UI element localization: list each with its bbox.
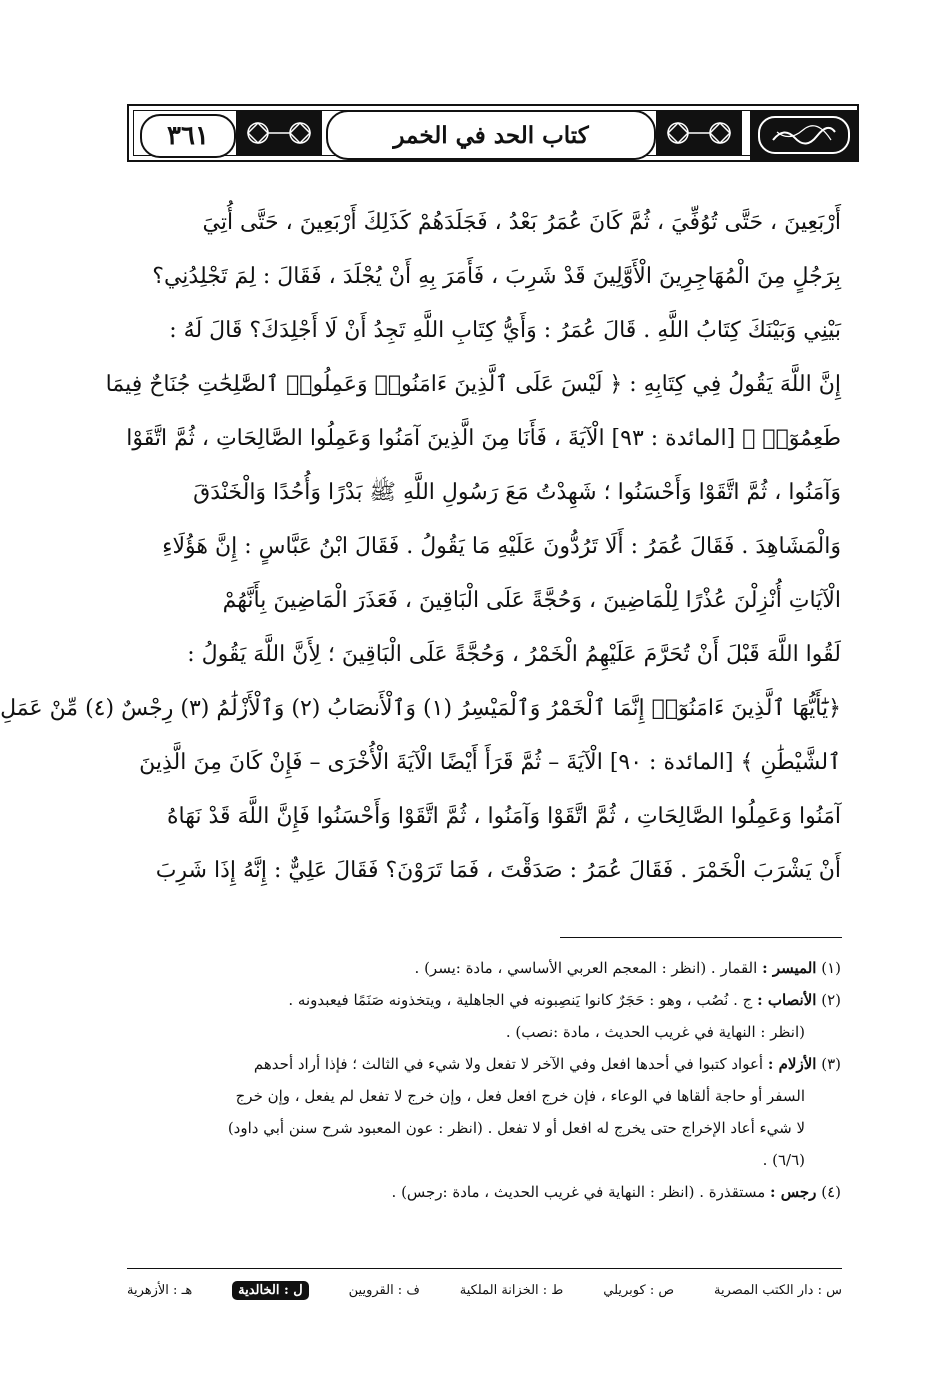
footnote-continuation	[125, 1016, 841, 1048]
siglum: هـ : الأزهرية	[127, 1282, 193, 1298]
footnote-text: أعواد كتبوا في أحدها افعل وفي الآخر لا تفعل ولا شيء في الثالث ؛ فإذا أراد أحدهم	[253, 1055, 764, 1073]
text-line: أَنْ يَشْرَبَ الْخَمْرَ . فَقَالَ عُمَرُ : صَدَقْتَ ، فَمَا تَرَوْنَ؟ فَقَالَ عَلِيٌّ : إِنَّهُ إِذَا شَرِبَ	[155, 858, 841, 883]
footnote-term: رجس :	[770, 1183, 817, 1201]
sigla-rule	[127, 1268, 842, 1269]
text-line: وَآمَنُوا ، ثُمَّ اتَّقَوْا وَأَحْسَنُوا ؛ شَهِدْتُ مَعَ رَسُولِ اللَّهِ ﷺ بَدْرًا وَأُحُدًا وَالْخَنْدَقَ	[193, 480, 841, 505]
book-logo-icon	[758, 116, 850, 154]
text-line: آمَنُوا وَعَمِلُوا الصَّالِحَاتِ ، ثُمَّ اتَّقَوْا وَآمَنُوا ، ثُمَّ اتَّقَوْا وَأَحْسَنُوا فَإِنَّ اللَّهَ قَدْ نَهَاهُ	[166, 804, 841, 829]
footnote	[125, 984, 841, 1016]
footnote-text: مستقذرة . (انظر : النهاية في غريب الحديث ، مادة :رجس) .	[391, 1183, 766, 1201]
footnote-term: الأنصاب :	[757, 991, 817, 1009]
text-line: ﴿يَٰٓأَيُّهَا ٱلَّذِينَ ءَامَنُوٓا۟ إِنَّمَا ٱلْخَمْرُ وَٱلْمَيْسِرُ (١) وَٱلْأَنصَابُ (٢) وَٱلْأَزْلَٰمُ (٣) رِجْسٌ (٤) مِّنْ عَمَلِ	[0, 696, 841, 721]
footnote-term: الميسر :	[762, 959, 817, 977]
siglum: ط : الخزانة الملكية	[459, 1282, 564, 1298]
siglum: ف : القرويين	[348, 1282, 420, 1298]
footnote-number: (١)	[821, 959, 841, 977]
footnote-text: (انظر : النهاية في غريب الحديث ، مادة :نصب) .	[505, 1023, 805, 1041]
footnote-text: السفر أو حاجة ألقاها في الوعاء ، فإن خرج افعل فعل ، وإن خرج لا تفعل لم يفعل ، وإن خرج	[235, 1087, 805, 1105]
text-line: بَيْنِي وَبَيْنَكَ كِتَابُ اللَّهِ . قَالَ عُمَرُ : وَأَيُّ كِتَابِ اللَّهِ تَجِدُ أَنْ لَا أَجْلِدَكَ؟ قَالَ لَهُ :	[169, 318, 841, 343]
footnote-text: (٦/٦) .	[762, 1151, 805, 1169]
footnote-text: ج . نُصُب ، وهو : حَجَرٌ كانوا يَنصِبونه في الجاهلية ، ويتخذونه صَنَمًا فيعبدونه .	[288, 991, 753, 1009]
footnote-continuation	[125, 1080, 841, 1112]
siglum: ص : كوبريلي	[603, 1282, 675, 1298]
text-line: ٱلشَّيْطَٰنِ ﴾ [المائدة : ٩٠] الْآيَةَ – ثُمَّ قَرَأَ أَيْضًا الْآيَةَ الْأُخْرَى – فَإِنْ كَانَ مِنَ الَّذِينَ	[139, 750, 841, 775]
footnote-continuation	[125, 1112, 841, 1144]
text-line: الْآيَاتِ أُنْزِلْنَ عُذْرًا لِلْمَاضِينَ ، وَحُجَّةً عَلَى الْبَاقِينَ ، فَعَذَرَ الْمَاضِينَ بِأَنَّهُمْ	[222, 588, 841, 613]
ornament-right-icon	[656, 110, 742, 156]
siglum: س : دار الكتب المصرية	[713, 1282, 842, 1298]
footnote	[125, 1176, 841, 1208]
footnote-number: (٤)	[821, 1183, 841, 1201]
text-line: إِنَّ اللَّهَ يَقُولُ فِي كِتَابِهِ : ﴿ لَيْسَ عَلَى ٱلَّذِينَ ءَامَنُوا۟ وَعَمِلُوا۟ ٱلصَّٰلِحَٰتِ جُنَاحٌ فِيمَا	[105, 372, 841, 397]
footnote-text: لا شيء أعاد الإخراج حتى يخرج له افعل أو لا تفعل . (انظر : عون المعبود شرح سنن أبي داود)	[227, 1119, 805, 1137]
footnote-continuation	[125, 1144, 841, 1176]
book-logo	[750, 110, 857, 160]
siglum-highlighted: ل : الخالدية	[232, 1281, 309, 1300]
footnotes	[125, 952, 841, 1208]
footnote	[125, 952, 841, 984]
main-text	[0, 196, 841, 898]
footnote-text: القمار . (انظر : المعجم العربي الأساسي ، مادة :يسر) .	[414, 959, 758, 977]
page-number: ٣٦١	[140, 114, 236, 158]
text-line: وَالْمَشَاهِدَ . فَقَالَ عُمَرُ : أَلَا تَرُدُّونَ عَلَيْهِ مَا يَقُولُ . فَقَالَ ابْنُ عَبَّاسٍ : إِنَّ هَؤُلَاءِ	[162, 534, 841, 559]
footnote-number: (٢)	[821, 991, 841, 1009]
footnote	[125, 1048, 841, 1080]
chapter-title: كتاب الحد في الخمر	[326, 110, 656, 160]
text-line: طَعِمُوٓا۟ ﴾ [المائدة : ٩٣] الْآيَةَ ، فَأَنَا مِنَ الَّذِينَ آمَنُوا وَعَمِلُوا الصَّالِحَاتِ ، ثُمَّ اتَّقَوْا	[126, 426, 841, 451]
text-line: لَقُوا اللَّهَ قَبْلَ أَنْ تُحَرَّمَ عَلَيْهِمُ الْخَمْرُ ، وَحُجَّةً عَلَى الْبَاقِينَ ؛ لِأَنَّ اللَّهَ يَقُولُ :	[187, 642, 841, 667]
text-line: أَرْبَعِينَ ، حَتَّى تُوُفِّيَ ، ثُمَّ كَانَ عُمَرُ بَعْدُ ، فَجَلَدَهُمْ كَذَلِكَ أَرْبَعِينَ ، حَتَّى أُتِيَ	[202, 210, 841, 235]
manuscript-sigla	[127, 1276, 842, 1304]
footnote-number: (٣)	[821, 1055, 841, 1073]
footnote-divider	[560, 937, 842, 938]
ornament-left-icon	[236, 110, 322, 156]
footnote-term: الأزلام :	[767, 1055, 817, 1073]
text-line: بِرَجُلٍ مِنَ الْمُهَاجِرِينَ الْأَوَّلِينَ قَدْ شَرِبَ ، فَأَمَرَ بِهِ أَنْ يُجْلَدَ ، فَقَالَ : لِمَ تَجْلِدُنِي؟	[152, 264, 841, 289]
